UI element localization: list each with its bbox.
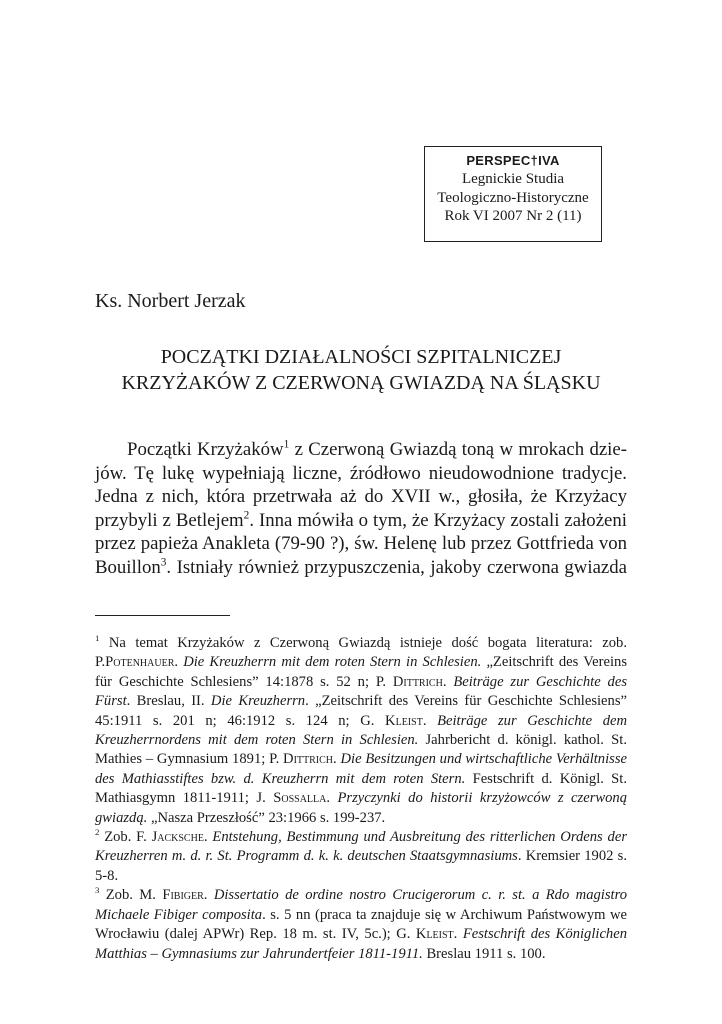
- article-title-line-1: POCZĄTKI DZIAŁALNOŚCI SZPITALNICZEJ: [160, 346, 562, 368]
- body-paragraph: [95, 438, 627, 579]
- footnote-work-title: Beiträge zur Geschichte dem Kreuzherrnordens mit dem roten Stern in Schlesien.: [95, 712, 628, 749]
- body-text: Początki Krzyżaków: [127, 439, 284, 460]
- footnote-author: Kleist: [385, 712, 423, 729]
- footnote-work-title: Festschrift des Königlichen Matthias – Gymnasiums zur Jahrundertfeier 1811-1911.: [95, 926, 627, 962]
- footnote-work-title: Entstehung, Bestimmung und Ausbreitung des ritterlichen Ordens der Kreuzherren m. d. r. St. Programm d. k. k. deutschen Staatsgymnasiums: [95, 829, 627, 865]
- footnote-text: .: [333, 751, 341, 768]
- body-line: przez papieża Anakleta (79-90 ?), św. Helenę lub przez Gottfrieda von: [95, 533, 627, 554]
- footnote-author: Dittrich: [392, 673, 443, 690]
- footnote-work-title: Die Kreuzherrn: [210, 693, 306, 710]
- footnote-ref-3[interactable]: 3: [160, 556, 167, 569]
- footnote-number: 2: [95, 827, 100, 838]
- footnote-author: Kleist: [415, 926, 454, 943]
- body-text: Bouillon: [95, 556, 161, 578]
- footnote-3: [95, 886, 627, 964]
- footnote-number: 1: [95, 633, 100, 644]
- footnote-text: Jahrbericht d. königl. kathol. St. Mathies – Gymnasium 1891; P.: [95, 732, 627, 768]
- journal-issue-line: Rok VI 2007 Nr 2 (11): [444, 208, 582, 224]
- footnote-text: Zob. F.: [99, 829, 152, 846]
- footnote-work-title: Die Kreuzherrn mit dem roten Stern in Schlesien.: [183, 654, 482, 671]
- body-text: . Istniały również przypuszczenia, jakoby czerwona gwiazda: [166, 556, 627, 578]
- footnote-author: Sossalla: [273, 790, 327, 807]
- body-line: [95, 509, 627, 533]
- footnote-text: . Kremsier 1902 s. 5-8.: [95, 848, 627, 884]
- footnote-separator: [95, 615, 230, 616]
- body-text: . Inna mówiła o tym, że Krzyżacy zostali założeni: [249, 509, 627, 531]
- footnote-author: Dittrich: [283, 751, 334, 768]
- body-text: przybyli z Betlejem: [95, 509, 244, 531]
- body-line: Jedna z nich, która przetrwała aż do XVII w., głosiła, że Krzyżacy: [95, 486, 627, 507]
- footnote-work-title: Przyczynki do historii krzyżowców z czerwoną gwiazdą.: [95, 790, 627, 826]
- footnote-text: Na temat Krzyżaków z Czerwoną Gwiazdą istnieje dość bogata literatura: zob. P.: [95, 635, 627, 671]
- body-line: [95, 556, 627, 580]
- article-title: [95, 344, 627, 396]
- footnote-text: „Zeitschrift des Vereins für Geschichte Schlesiens” 14:1878 s. 52 n; P.: [95, 654, 627, 690]
- footnote-work-title: Die Besitzungen und wirtschaftliche Verhältnisse des Mathiasstiftes bzw. d. Kreuzherrn mit dem roten Stern.: [95, 751, 627, 787]
- footnote-number: 3: [95, 885, 100, 896]
- footnote-text: „Nasza Przeszłość” 23:1966 s. 199-237.: [147, 809, 386, 826]
- footnote-text: .: [203, 887, 214, 904]
- footnote-text: .: [174, 654, 184, 671]
- footnote-text: Festschrift d. Königl. St. Mathiasgymn 1811-1911; J.: [95, 770, 628, 807]
- footnote-1: [95, 634, 627, 828]
- journal-subtitle-line-1: Legnickie Studia: [461, 171, 565, 187]
- article-title-line-2: KRZYŻAKÓW Z CZERWONĄ GWIAZDĄ NA ŚLĄSKU: [121, 372, 601, 394]
- body-line: [95, 438, 627, 462]
- footnote-text: .: [453, 926, 463, 943]
- footnote-ref-2[interactable]: 2: [243, 509, 250, 522]
- footnotes: [95, 634, 627, 964]
- footnote-text: Zob. M.: [99, 887, 163, 904]
- footnote-text: .: [422, 712, 438, 729]
- journal-info-box: [424, 146, 602, 242]
- footnote-2: [95, 828, 627, 886]
- body-text: z Czerwoną Gwiazdą toną w mrokach dzie-: [289, 439, 627, 460]
- footnote-text: Breslau 1911 s. 100.: [422, 945, 546, 962]
- journal-subtitle-line-2: Teologiczno-Historyczne: [437, 189, 589, 206]
- footnote-text: .: [203, 829, 213, 846]
- author-name: Ks. Norbert Jerzak: [95, 290, 246, 312]
- footnote-author: Fibiger: [162, 887, 204, 904]
- body-line: jów. Tę lukę wypełniają liczne, źródłowo nieudowodnione tradycje.: [95, 462, 627, 484]
- footnote-text: . Breslau, II.: [126, 693, 211, 710]
- footnote-text: .: [442, 673, 454, 690]
- footnote-text: .: [326, 790, 338, 807]
- footnote-author: Potenhauer: [105, 654, 175, 671]
- footnote-ref-1[interactable]: 1: [283, 438, 290, 451]
- footnote-text: . „Zeitschrift des Vereins für Geschichte Schlesiens” 45:1911 s. 201 n; 46:1912 s. 124 n; G.: [95, 693, 627, 729]
- footnote-work-title: Beiträge zur Geschichte des Fürst: [95, 673, 627, 710]
- journal-name: PERSPEC†IVA: [466, 153, 560, 168]
- footnote-work-title: Dissertatio de ordine nostro Crucigerorum c. r. st. a Rdo magistro Michaele Fibiger composita: [95, 887, 628, 923]
- footnote-author: Jacksche: [151, 829, 204, 846]
- footnote-text: . s. 5 nn (praca ta znajduje się w Archiwum Państwowym we Wrocławiu (dalej APWr) Rep. 18 m. st. IV, 5c.); G.: [95, 906, 628, 943]
